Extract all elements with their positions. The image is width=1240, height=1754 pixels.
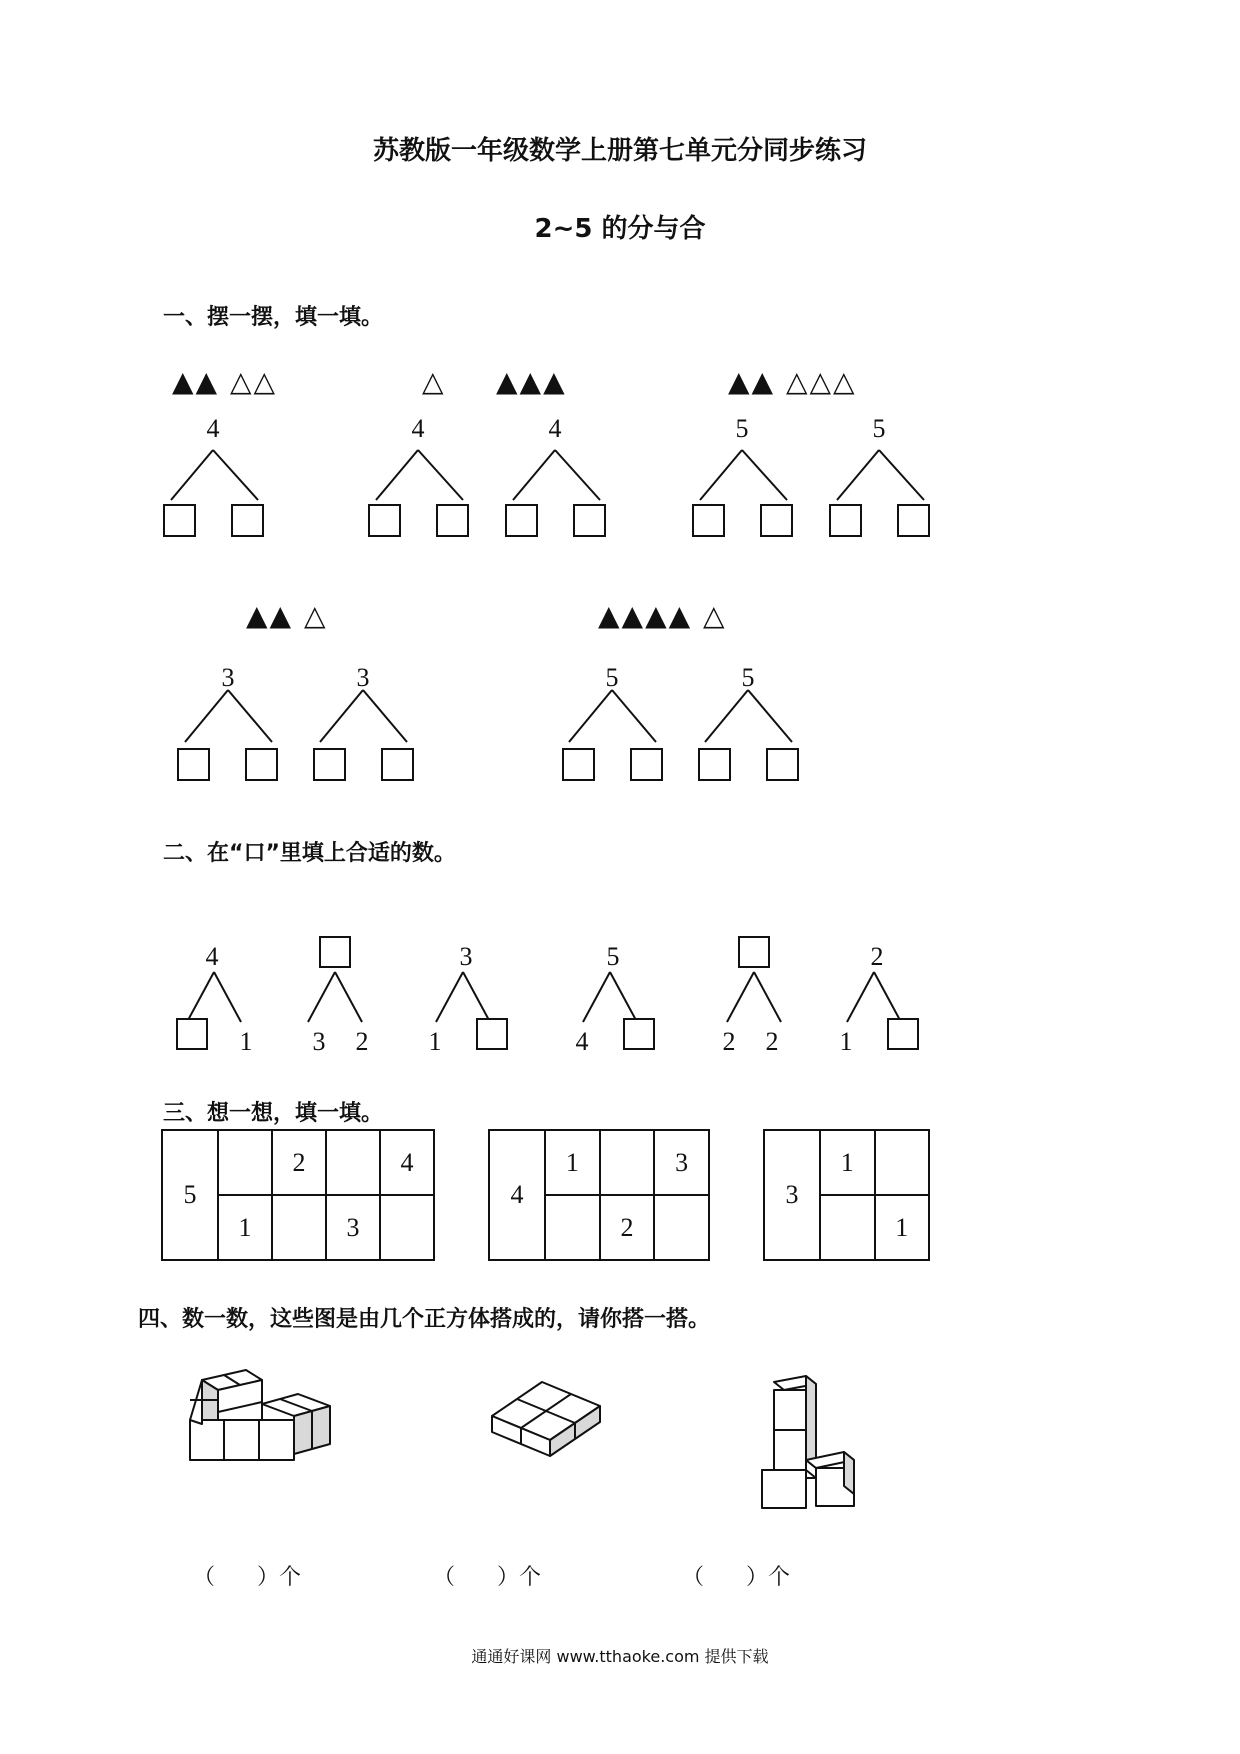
tree-total: 2: [870, 942, 884, 971]
tree-part: 1: [839, 1027, 853, 1056]
answer-box[interactable]: [368, 504, 401, 537]
answer-box[interactable]: [623, 1018, 655, 1050]
table-cell: 2: [272, 1130, 326, 1195]
split-table: [161, 1129, 435, 1261]
answer-box[interactable]: [381, 748, 414, 781]
tree-part: 3: [312, 1027, 326, 1056]
tree-part: 1: [428, 1027, 442, 1056]
tree-total: 3: [356, 663, 370, 692]
table-cell: 3: [654, 1130, 709, 1195]
shape-group: ▲▲ △: [246, 599, 328, 632]
tree-part: 4: [575, 1027, 589, 1056]
answer-box[interactable]: [897, 504, 930, 537]
tree-part: 1: [239, 1027, 253, 1056]
page-footer: 通通好课网 www.tthaoke.com 提供下载: [471, 1647, 769, 1666]
section3-heading: 三、想一想，填一填。: [163, 1101, 384, 1126]
tree-total: 4: [206, 414, 220, 443]
table-cell[interactable]: [545, 1195, 600, 1260]
answer-box[interactable]: [630, 748, 663, 781]
tree-part: 2: [355, 1027, 369, 1056]
answer-box[interactable]: [562, 748, 595, 781]
cube-figure: [760, 1372, 870, 1512]
table-cell: 1: [545, 1130, 600, 1195]
answer-box[interactable]: [163, 504, 196, 537]
tree-total: 4: [548, 414, 562, 443]
answer-box[interactable]: [738, 936, 770, 968]
page-title: 苏教版一年级数学上册第七单元分同步练习: [372, 136, 867, 166]
table-cell[interactable]: [272, 1195, 326, 1260]
answer-blank[interactable]: （ ）个: [682, 1565, 790, 1590]
table-total: 4: [489, 1130, 545, 1260]
table-cell[interactable]: [600, 1130, 655, 1195]
answer-box[interactable]: [505, 504, 538, 537]
cube-figure: [188, 1360, 348, 1480]
table-cell: 1: [820, 1130, 875, 1195]
tree-part: 2: [722, 1027, 736, 1056]
table-cell: 3: [326, 1195, 380, 1260]
table-cell: 4: [380, 1130, 434, 1195]
shape-group: ▲▲▲: [496, 365, 567, 398]
section2-heading: 二、在“口”里填上合适的数。: [163, 841, 456, 866]
tree-total: 3: [459, 942, 473, 971]
answer-box[interactable]: [766, 748, 799, 781]
table-cell[interactable]: [820, 1195, 875, 1260]
table-cell[interactable]: [654, 1195, 709, 1260]
tree-total: 5: [605, 663, 619, 692]
tree-total: 5: [741, 663, 755, 692]
split-table: [488, 1129, 710, 1261]
table-cell: 1: [218, 1195, 272, 1260]
answer-box[interactable]: [698, 748, 731, 781]
answer-box[interactable]: [829, 504, 862, 537]
table-cell[interactable]: [326, 1130, 380, 1195]
table-total: 3: [764, 1130, 820, 1260]
answer-box[interactable]: [245, 748, 278, 781]
table-cell[interactable]: [218, 1130, 272, 1195]
answer-box[interactable]: [313, 748, 346, 781]
answer-blank[interactable]: （ ）个: [193, 1565, 301, 1590]
tree-total: 4: [205, 942, 219, 971]
table-total: 5: [162, 1130, 218, 1260]
shape-group: ▲▲ △△: [172, 365, 278, 398]
table-cell[interactable]: [380, 1195, 434, 1260]
answer-blank[interactable]: （ ）个: [433, 1565, 541, 1590]
tree-total: 5: [872, 414, 886, 443]
split-table: [763, 1129, 930, 1261]
shape-group: ▲▲ △△△: [728, 365, 857, 398]
section4-heading: 四、数一数，这些图是由几个正方体搭成的，请你搭一搭。: [138, 1307, 711, 1332]
table-cell: 1: [875, 1195, 930, 1260]
cube-figure: [490, 1376, 610, 1466]
answer-box[interactable]: [760, 504, 793, 537]
answer-box[interactable]: [573, 504, 606, 537]
shape-group: △: [422, 365, 446, 398]
answer-box[interactable]: [319, 936, 351, 968]
answer-box[interactable]: [231, 504, 264, 537]
answer-box[interactable]: [887, 1018, 919, 1050]
tree-total: 5: [735, 414, 749, 443]
answer-box[interactable]: [176, 1018, 208, 1050]
tree-total: 5: [606, 942, 620, 971]
table-cell: 2: [600, 1195, 655, 1260]
tree-total: 3: [221, 663, 235, 692]
answer-box[interactable]: [436, 504, 469, 537]
section1-heading: 一、摆一摆，填一填。: [163, 305, 384, 330]
answer-box[interactable]: [692, 504, 725, 537]
table-cell[interactable]: [875, 1130, 930, 1195]
tree-part: 2: [765, 1027, 779, 1056]
answer-box[interactable]: [476, 1018, 508, 1050]
shape-group: ▲▲▲▲ △: [598, 599, 727, 632]
tree-total: 4: [411, 414, 425, 443]
page-subtitle: 2~5 的分与合: [534, 214, 706, 244]
answer-box[interactable]: [177, 748, 210, 781]
